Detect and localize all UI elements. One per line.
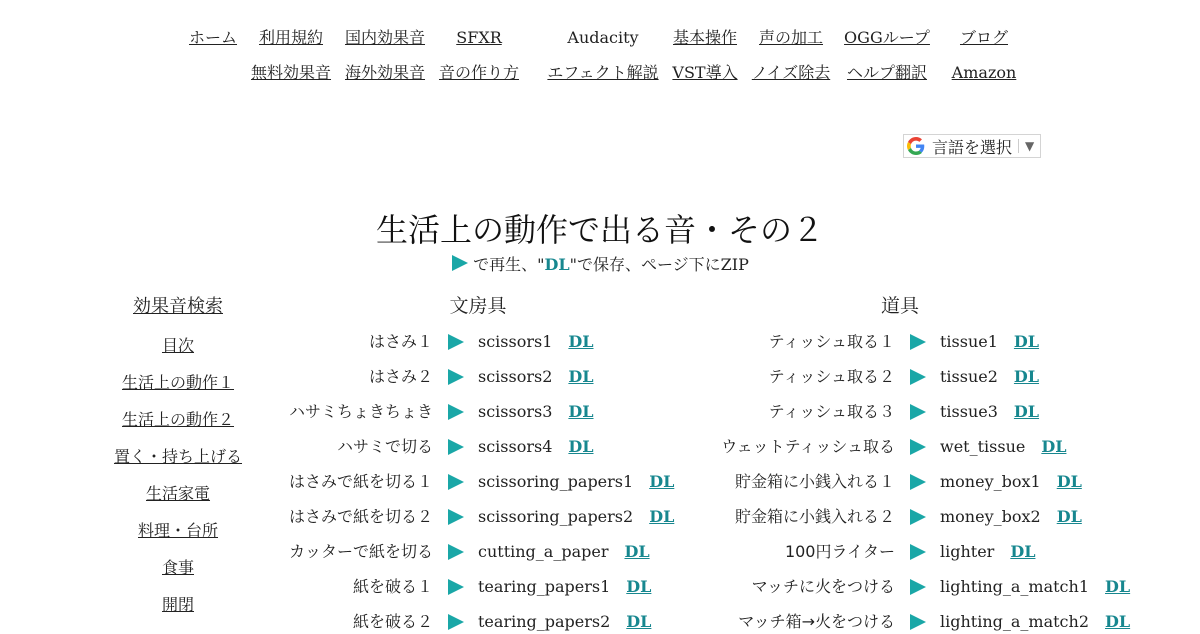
play-icon[interactable]	[909, 368, 927, 386]
sound-row	[0, 470, 1200, 494]
sound-label: 貯金箱に小銭入れる２	[734, 507, 895, 526]
sound-label: ティッシュ取る２	[768, 367, 895, 386]
nav-link-how-to-make[interactable]: 音の作り方	[438, 63, 520, 82]
google-icon	[907, 137, 925, 155]
sound-file-name: cutting_a_paper	[478, 542, 609, 561]
nav-link-basic-ops[interactable]: 基本操作	[672, 28, 738, 47]
nav-link-home[interactable]: ホーム	[188, 28, 238, 47]
nav-row-2	[0, 63, 1200, 83]
nav-link-blog[interactable]: ブログ	[959, 28, 1009, 47]
sound-file-group	[940, 612, 1130, 632]
download-link[interactable]: DL	[1056, 507, 1082, 526]
play-icon	[451, 254, 469, 272]
sound-file-name: tissue2	[940, 367, 998, 386]
language-select-label: 言語を選択	[932, 137, 1013, 157]
sound-label: ティッシュ取る１	[768, 332, 895, 351]
download-link[interactable]: DL	[1010, 542, 1036, 561]
sound-file-name: wet_tissue	[940, 437, 1026, 456]
play-icon[interactable]	[909, 508, 927, 526]
sound-file-group	[940, 437, 1066, 457]
divider	[1018, 139, 1019, 153]
nav-link-overseas-sfx[interactable]: 海外効果音	[344, 63, 426, 82]
sound-row	[0, 540, 1200, 564]
download-link[interactable]: DL	[1056, 472, 1082, 491]
sound-label: マッチ箱→火をつける	[738, 612, 895, 631]
sound-label: 紙を破る２	[352, 612, 433, 631]
section-title-tools: 道具	[880, 295, 920, 317]
nav-audacity: Audacity	[567, 28, 639, 47]
sidebar-link-cooking-kitchen[interactable]: 料理・台所	[137, 521, 219, 540]
sound-label: カッターで紙を切る	[289, 542, 433, 561]
page-title: 生活上の動作で出る音・その２	[375, 211, 824, 249]
sidebar-link-home-appliances[interactable]: 生活家電	[145, 484, 211, 503]
nav-link-domestic-sfx[interactable]: 国内効果音	[344, 28, 426, 47]
sound-label: ハサミで切る	[336, 437, 433, 456]
play-icon[interactable]	[909, 438, 927, 456]
sound-file-group	[940, 542, 1035, 562]
sidebar-link-put-lift[interactable]: 置く・持ち上げる	[113, 447, 243, 466]
sound-file-name: scissors1	[478, 332, 553, 351]
sound-row	[0, 505, 1200, 529]
sound-file-group	[940, 367, 1039, 387]
sound-file-name: tearing_papers1	[478, 577, 611, 596]
play-icon[interactable]	[909, 333, 927, 351]
nav-link-help-translation[interactable]: ヘルプ翻訳	[846, 63, 928, 82]
sound-file-group	[940, 402, 1039, 422]
sound-row	[0, 575, 1200, 599]
sound-row	[0, 400, 1200, 424]
sound-file-group	[940, 332, 1039, 352]
chevron-down-icon: ▼	[1025, 139, 1035, 153]
download-link[interactable]: DL	[568, 367, 594, 386]
sound-file-name: scissors2	[478, 367, 553, 386]
play-icon[interactable]	[909, 578, 927, 596]
sound-file-name: tearing_papers2	[478, 612, 611, 631]
sound-file-group	[940, 577, 1130, 597]
page-subtitle	[0, 254, 1200, 276]
sound-file-name: tissue1	[940, 332, 998, 351]
sound-row	[0, 330, 1200, 354]
sound-file-name: scissoring_papers1	[478, 472, 634, 491]
sound-label: ティッシュ取る３	[768, 402, 895, 421]
download-link[interactable]: DL	[649, 507, 675, 526]
nav-link-voice-processing[interactable]: 声の加工	[758, 28, 824, 47]
section-title-stationery: 文房具	[449, 295, 507, 317]
sound-label: はさみ１	[368, 332, 433, 351]
sidebar-link-daily-actions-2[interactable]: 生活上の動作２	[121, 410, 235, 429]
nav-link-sfxr[interactable]: SFXR	[456, 28, 502, 47]
play-icon[interactable]	[909, 543, 927, 561]
download-link[interactable]: DL	[568, 437, 594, 456]
sound-label: 100円ライター	[784, 542, 895, 561]
download-link[interactable]: DL	[1013, 367, 1040, 386]
sound-row	[0, 365, 1200, 389]
sound-file-name: money_box1	[940, 472, 1041, 491]
nav-link-noise-removal[interactable]: ノイズ除去	[751, 63, 831, 82]
download-link[interactable]: DL	[626, 577, 652, 596]
download-link[interactable]: DL	[624, 542, 650, 561]
play-icon[interactable]	[909, 403, 927, 421]
sound-file-name: scissors3	[478, 402, 553, 421]
download-link[interactable]: DL	[626, 612, 652, 631]
download-link[interactable]: DL	[649, 472, 675, 491]
download-link[interactable]: DL	[568, 332, 594, 351]
sound-label: マッチに火をつける	[751, 577, 895, 596]
sound-label: 貯金箱に小銭入れる１	[734, 472, 895, 491]
language-select[interactable]	[903, 134, 1041, 158]
sound-file-name: money_box2	[940, 507, 1041, 526]
sound-label: はさみで紙を切る２	[288, 507, 433, 526]
subtitle-post: "で保存、ページ下にZIP	[569, 255, 749, 274]
download-link[interactable]: DL	[1041, 437, 1067, 456]
sound-file-name: scissors4	[478, 437, 553, 456]
sidebar-link-meal[interactable]: 食事	[161, 558, 195, 577]
sound-file-name: tissue3	[940, 402, 998, 421]
subtitle-dl: DL	[544, 255, 570, 274]
subtitle-pre: で再生、"	[473, 255, 545, 274]
sound-file-name: lighting_a_match1	[940, 577, 1089, 596]
nav-row-1	[0, 28, 1200, 48]
sound-file-name: lighting_a_match2	[940, 612, 1089, 631]
nav-link-free-sfx[interactable]: 無料効果音	[250, 63, 332, 82]
nav-link-effects[interactable]: エフェクト解説	[547, 63, 659, 82]
sound-row	[0, 610, 1200, 634]
play-icon[interactable]	[909, 613, 927, 631]
download-link[interactable]: DL	[1013, 332, 1040, 351]
sound-file-name: lighter	[940, 542, 995, 561]
sound-file-name: scissoring_papers2	[478, 507, 634, 526]
play-icon[interactable]	[909, 473, 927, 491]
nav-link-ogg-loop[interactable]: OGGループ	[844, 28, 930, 47]
sound-label: ハサミちょきちょき	[288, 402, 433, 421]
download-link[interactable]: DL	[1105, 612, 1131, 631]
sound-file-group	[940, 507, 1082, 527]
sound-label: はさみ２	[368, 367, 433, 386]
sidebar-link-open-close[interactable]: 開閉	[161, 595, 195, 614]
sound-label: 紙を破る１	[352, 577, 433, 596]
nav-link-terms[interactable]: 利用規約	[258, 28, 324, 47]
download-link[interactable]: DL	[1105, 577, 1131, 596]
download-link[interactable]: DL	[568, 402, 594, 421]
download-link[interactable]: DL	[1013, 402, 1040, 421]
nav-link-amazon[interactable]: Amazon	[951, 63, 1017, 82]
sound-row	[0, 435, 1200, 459]
sidebar-link-contents[interactable]: 目次	[161, 336, 195, 355]
sound-label: はさみで紙を切る１	[288, 472, 433, 491]
nav-link-vst[interactable]: VST導入	[672, 63, 738, 82]
sound-file-group	[940, 472, 1082, 492]
sound-label: ウェットティッシュ取る	[721, 437, 895, 456]
sidebar-link-daily-actions-1[interactable]: 生活上の動作１	[121, 373, 235, 392]
sidebar-link-sfx-search[interactable]: 効果音検索	[133, 296, 223, 317]
